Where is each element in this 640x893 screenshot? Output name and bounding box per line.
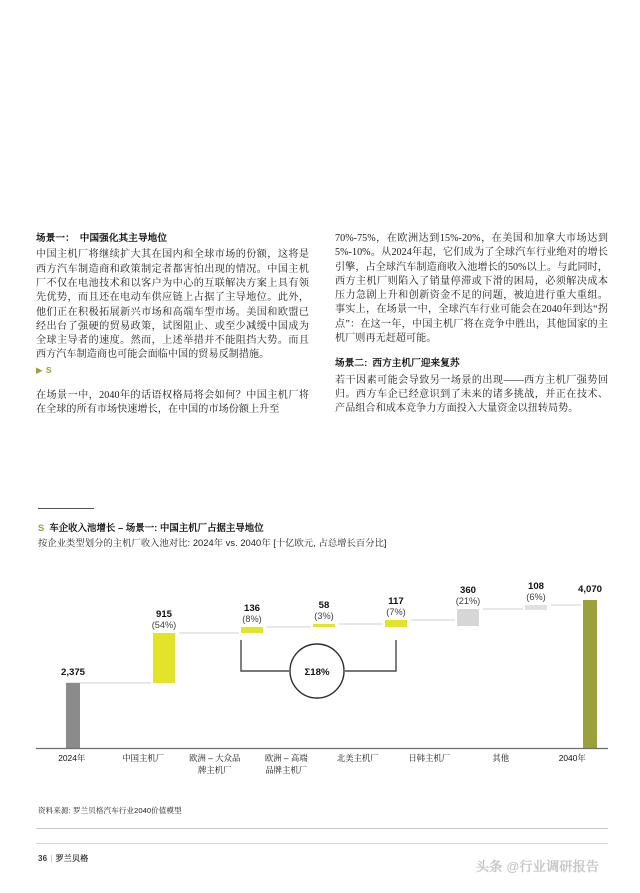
scenario-two-title: 西方主机厂迎来复苏 (372, 358, 460, 370)
exhibit-divider (38, 508, 94, 509)
scenario-two-heading (335, 357, 608, 371)
value-label-china: 915 (155, 609, 173, 620)
bar-2024 (66, 683, 80, 748)
article-columns (36, 232, 608, 429)
exhibit-title (38, 520, 608, 534)
value-label-japan-korea: 360 (459, 585, 477, 596)
value-label-north-america: 117 (388, 596, 404, 607)
waterfall-chart (36, 570, 608, 760)
axis-label-europe-premium: 欧洲 – 高端 品牌主机厂 (264, 753, 308, 775)
publisher-name: 罗兰贝格 (55, 854, 89, 863)
scenario-one-label: 场景一： (36, 233, 75, 244)
chart-canvas (36, 570, 608, 760)
share-label-japan-korea: (21%) (455, 596, 481, 606)
sum-label: Σ18% (304, 667, 330, 678)
share-label-europe-premium: (3%) (314, 611, 334, 621)
bar-japan-korea (457, 609, 479, 626)
exhibit-marker-icon: S (38, 522, 45, 533)
exhibit-title-text: 车企收入池增长 – 场景一: 中国主机厂占据主导地位 (49, 522, 264, 533)
right-paragraph-1: 70%-75%，在欧洲达到15%-20%，在美国和加拿大市场达到5%-10%。从2024年起，它们成为了全球汽车行业绝对的增长引擎，占全球汽车制造商收入池增长的50%以上。与此同时，西方主机厂则陷入了销量停滞或下滑的困局，必须解决成本压力急剧上升和创新资金不足的问题，被迫进行重大重组。事实上，在场景一中，全球汽车行业可能会在2040年到达“拐点”：在这一年，中国主机厂将在竞争中胜出，其他国家的主机厂则再无赶超可能。 (335, 233, 608, 345)
axis-label-2040: 2040年 (558, 753, 586, 763)
footer-divider-top (36, 828, 608, 829)
axis-label-japan-korea: 日韩主机厂 (408, 753, 451, 763)
axis-label-north-america: 北美主机厂 (336, 753, 379, 763)
bar-north-america (385, 620, 407, 627)
axis-label-others: 其他 (492, 753, 510, 763)
source-label: 资料来源: (38, 806, 71, 815)
share-label-north-america: (7%) (386, 607, 406, 617)
share-label-europe-volume: (8%) (242, 614, 262, 624)
left-paragraph-1: 中国主机厂将继续扩大其在国内和全球市场的份额，这将是西方汽车制造商和政策制定者都害怕出现的情况。中国主机厂不仅在电池技术和以客户为中心的互联解决方案上具有领先优势，而且还在电动车供应链上占据了主导地位。此外，他们正在积极拓展新兴市场和高端车型市场。美国和欧盟已经出台了强硬的贸易政策，试图阻止、或至少减缓中国成为全球主导者的速度。然而，上述举措并不能阻挡大势。而且西方汽车制造商也可能会面临中国的贸易反制措施。 (36, 249, 309, 361)
source-note (38, 805, 182, 816)
watermark: 头条 @行业调研报告 (476, 859, 600, 874)
value-label-europe-premium: 58 (318, 600, 330, 611)
value-label-europe-volume: 136 (243, 603, 261, 614)
bar-china-oem (153, 633, 175, 683)
right-column (335, 232, 608, 429)
scenario-marker-icon: ▶ S (36, 364, 53, 375)
page-footer: 36 | 罗兰贝格 (38, 854, 89, 863)
share-label-others: (6%) (526, 592, 546, 602)
left-column (36, 232, 309, 429)
axis-label-china-oem: 中国主机厂 (122, 753, 165, 763)
left-paragraph-2: 在场景一中，2040年的话语权格局将会如何？中国主机厂将在全球的所有市场快速增长，在中国的市场份额上升至 (36, 390, 309, 416)
bar-others (525, 605, 547, 610)
exhibit-subtitle: 按企业类型划分的主机厂收入池对比: 2024年 vs. 2040年 [十亿欧元, 占总增长百分比] (38, 538, 387, 548)
axis-label-europe-volume: 欧洲 – 大众品 牌主机厂 (189, 753, 241, 775)
bar-europe-volume (241, 627, 263, 633)
scenario-two-label: 场景二: (335, 358, 368, 370)
value-label-others: 108 (527, 581, 545, 592)
share-label-china: (54%) (151, 620, 177, 630)
scenario-one-heading (36, 232, 309, 246)
scenario-one-title: 中国强化其主导地位 (79, 233, 168, 244)
page-number: 36 (38, 854, 48, 863)
axis-label-2024: 2024年 (58, 753, 86, 763)
value-label-2024: 2,375 (60, 667, 86, 678)
chart-axis-labels (36, 753, 608, 793)
bar-europe-premium (313, 624, 335, 627)
footer-divider-bottom (36, 843, 608, 844)
bar-2040 (583, 600, 597, 748)
source-value: 罗兰贝格汽车行业2040价值模型 (72, 806, 182, 815)
right-paragraph-2: 若干因素可能会导致另一场景的出现——西方主机厂强势回归。西方车企已经意识到了未来的诸多挑战，并正在技术、产品组合和成本竞争力方面投入大量资金以扭转局势。 (335, 374, 608, 415)
value-label-2040: 4,070 (577, 584, 603, 595)
